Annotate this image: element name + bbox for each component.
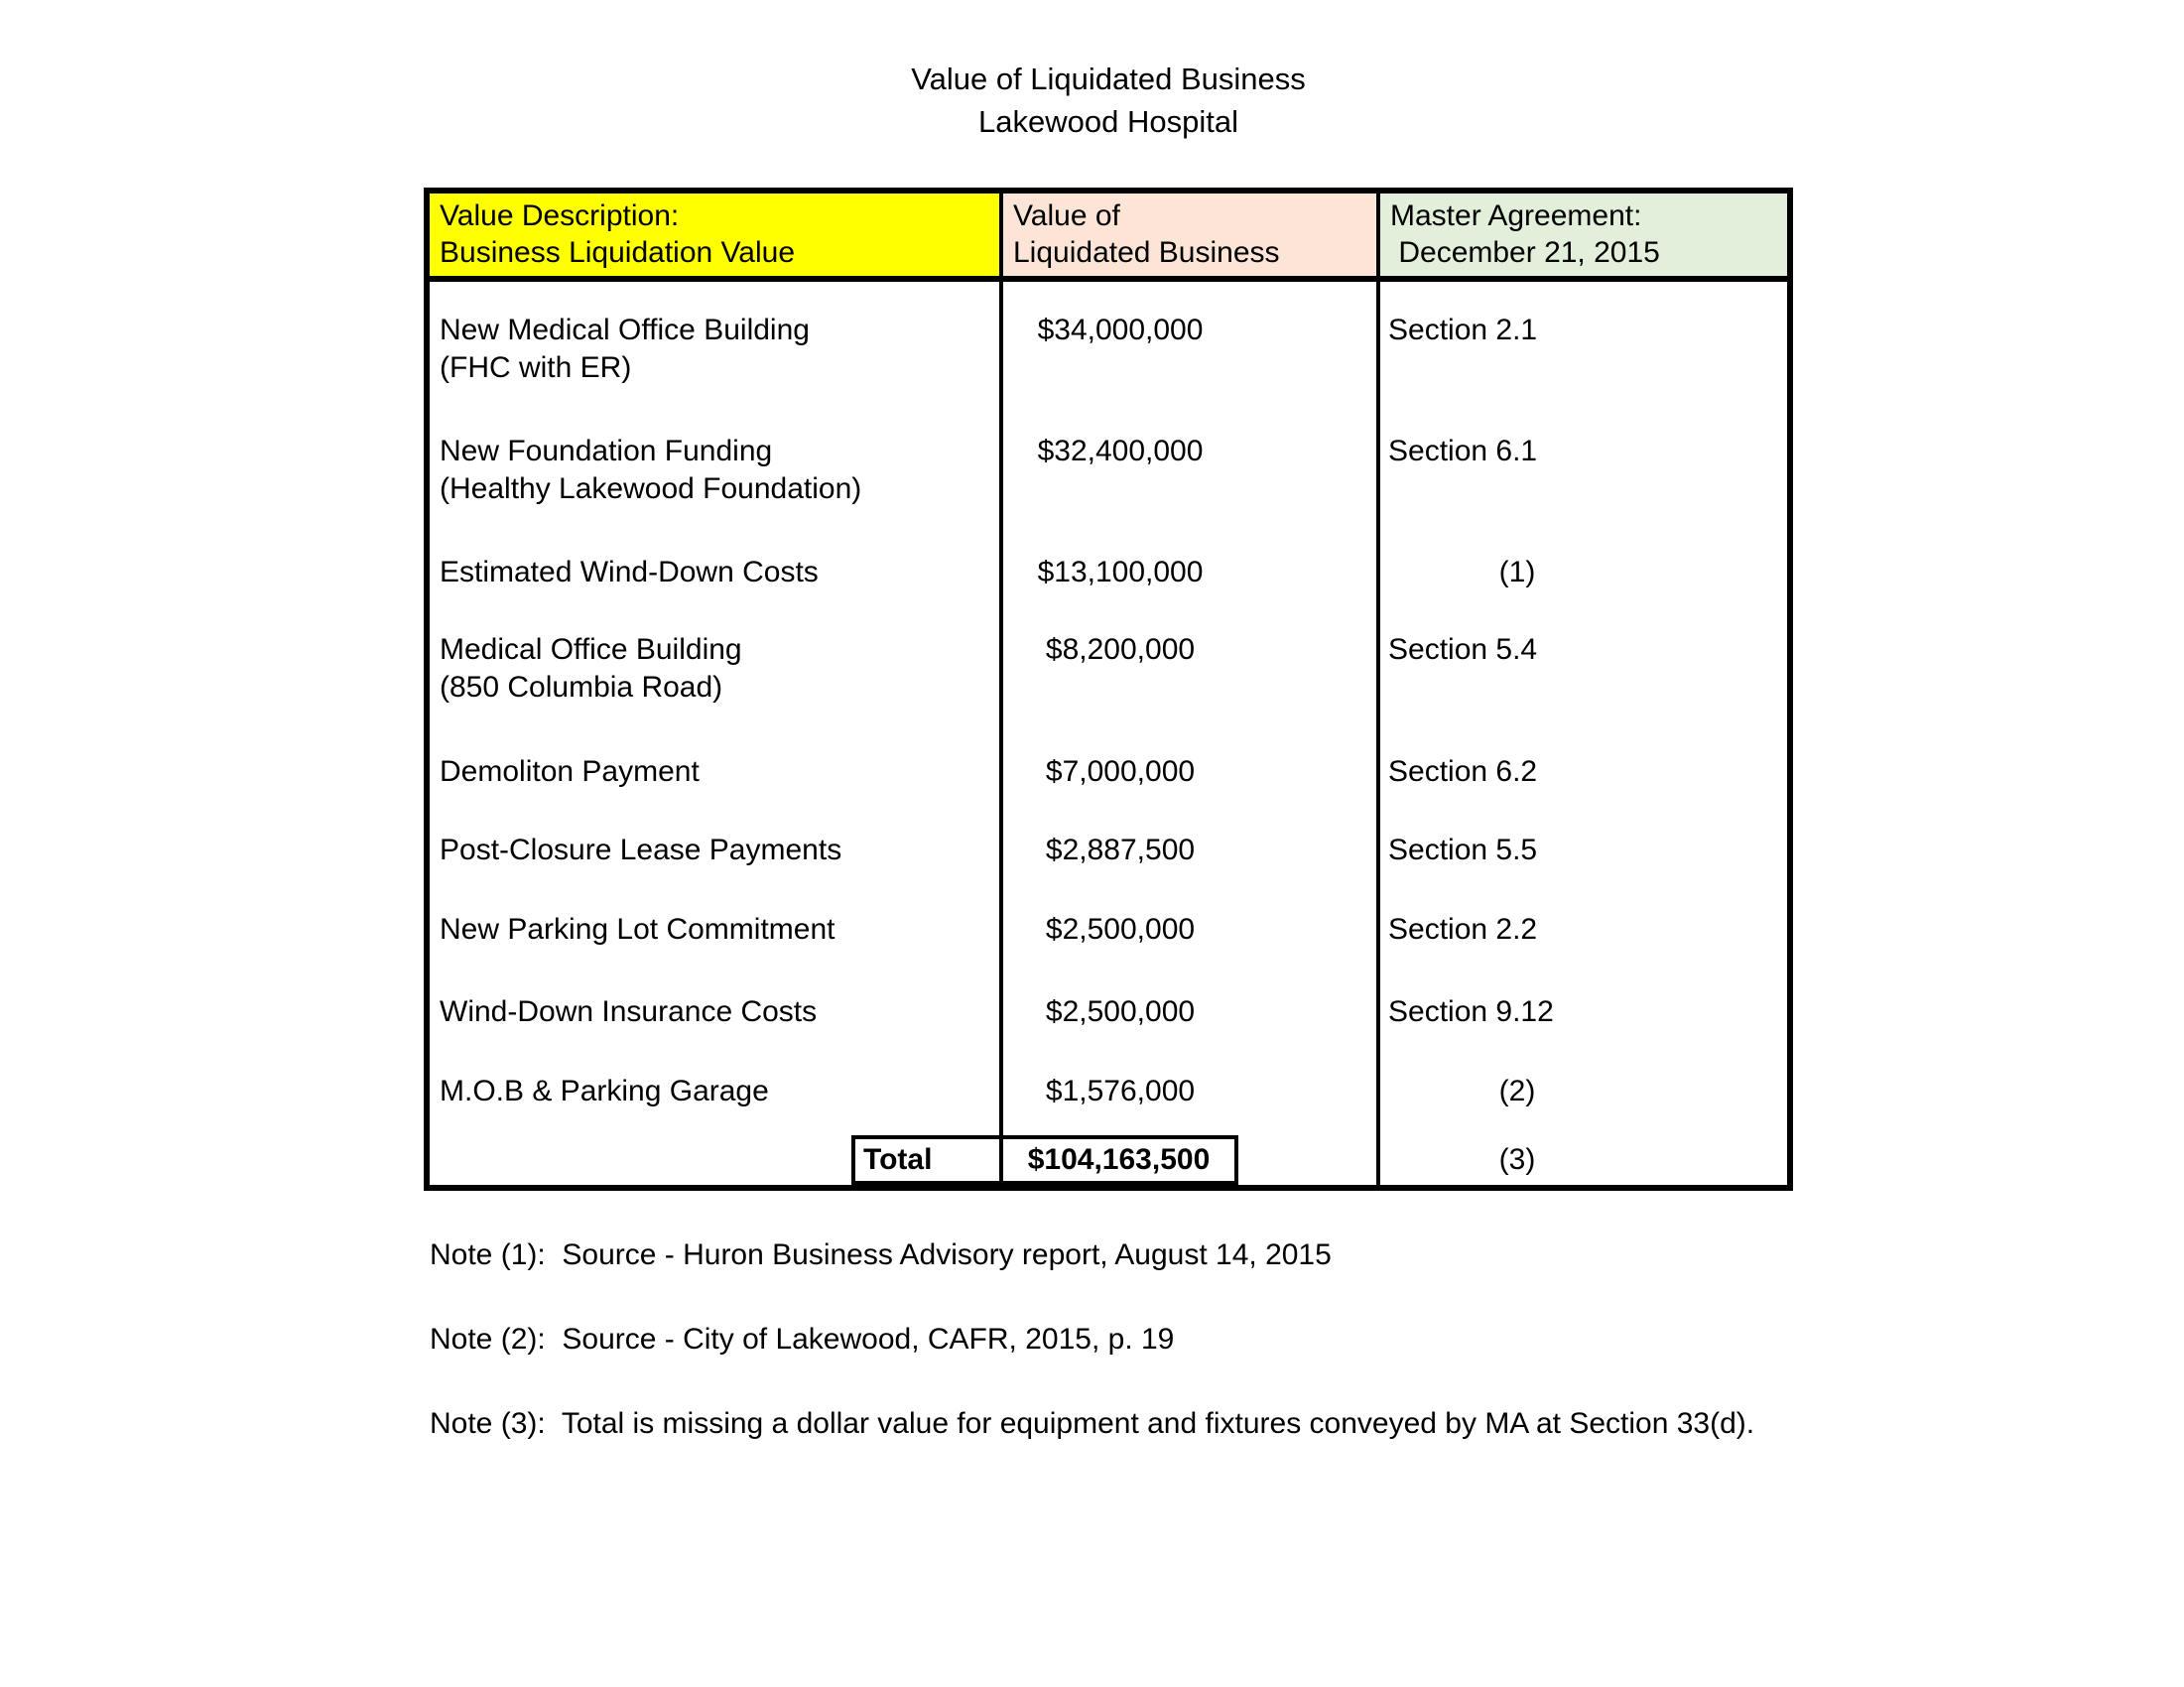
reference-text: (1) <box>1498 556 1536 588</box>
header-agreement-line2: December 21, 2015 <box>1390 236 1660 269</box>
total-value-box <box>999 1135 1238 1185</box>
row-value-cell <box>1003 433 1380 508</box>
page-title <box>424 58 1793 143</box>
table-row <box>430 433 1787 508</box>
footnote-3: Note (3): Total is missing a dollar value for equipment and fixtures conveyed by MA at Section 33(d). <box>430 1407 1755 1440</box>
reference-text: Section 9.12 <box>1388 995 1554 1028</box>
table-row <box>430 631 1787 707</box>
reference-text: Section 5.4 <box>1388 633 1538 666</box>
table-row <box>430 312 1787 387</box>
description-line1: Wind-Down Insurance Costs <box>440 995 818 1028</box>
row-description <box>430 911 1003 949</box>
page-title-line2: Lakewood Hospital <box>978 104 1238 139</box>
header-value-description-line1: Value Description: <box>440 199 680 232</box>
reference-text: Section 2.1 <box>1388 314 1538 346</box>
value-text: $34,000,000 <box>1037 314 1204 346</box>
total-label: Total <box>863 1143 933 1176</box>
reference-text: Section 2.2 <box>1388 913 1538 946</box>
row-description <box>430 993 1003 1031</box>
footnote-1: Note (1): Source - Huron Business Advisory report, August 14, 2015 <box>430 1238 1332 1271</box>
value-text: $32,400,000 <box>1037 435 1204 467</box>
row-reference-cell <box>1380 832 1787 869</box>
row-reference-cell <box>1380 433 1787 508</box>
description-line1: Medical Office Building <box>440 633 742 666</box>
liquidation-value-table <box>424 188 1793 1191</box>
row-reference-cell <box>1380 554 1787 591</box>
row-value-cell <box>1003 312 1380 387</box>
table-row <box>430 911 1787 949</box>
value-text: $2,887,500 <box>1045 834 1196 866</box>
total-value: $104,163,500 <box>1027 1143 1211 1176</box>
header-value-col-line1: Value of <box>1013 199 1120 232</box>
description-line2: (Healthy Lakewood Foundation) <box>440 472 862 505</box>
row-value-cell <box>1003 1073 1380 1110</box>
header-value-description <box>430 194 1003 276</box>
row-reference-cell <box>1380 911 1787 949</box>
table-row <box>430 554 1787 591</box>
table-row <box>430 832 1787 869</box>
row-description <box>430 433 1003 508</box>
column-divider-1 <box>999 282 1003 1185</box>
table-header-row <box>430 194 1787 282</box>
row-description <box>430 554 1003 591</box>
column-divider-2 <box>1376 282 1380 1185</box>
description-line1: New Parking Lot Commitment <box>440 913 835 946</box>
total-reference: (3) <box>1498 1143 1536 1176</box>
value-text: $8,200,000 <box>1045 633 1196 666</box>
row-value-cell <box>1003 911 1380 949</box>
row-description <box>430 753 1003 791</box>
row-description <box>430 832 1003 869</box>
description-line2: (850 Columbia Road) <box>440 671 723 704</box>
reference-text: Section 6.2 <box>1388 755 1538 788</box>
table-row <box>430 993 1787 1031</box>
description-line2: (FHC with ER) <box>440 351 632 384</box>
row-description <box>430 312 1003 387</box>
footnote-2: Note (2): Source - City of Lakewood, CAFR, 2015, p. 19 <box>430 1323 1175 1356</box>
description-line1: Estimated Wind-Down Costs <box>440 556 819 588</box>
description-line1: New Medical Office Building <box>440 314 810 346</box>
header-value-description-line2: Business Liquidation Value <box>440 236 796 269</box>
row-description <box>430 631 1003 707</box>
row-value-cell <box>1003 832 1380 869</box>
row-reference-cell <box>1380 1073 1787 1110</box>
row-reference-cell <box>1380 993 1787 1031</box>
description-line1: M.O.B & Parking Garage <box>440 1075 769 1107</box>
description-line1: Demoliton Payment <box>440 755 700 788</box>
row-reference-cell <box>1380 753 1787 791</box>
value-text: $2,500,000 <box>1045 913 1196 946</box>
reference-text: Section 6.1 <box>1388 435 1538 467</box>
row-value-cell <box>1003 753 1380 791</box>
row-reference-cell <box>1380 312 1787 387</box>
value-text: $2,500,000 <box>1045 995 1196 1028</box>
header-agreement-line1: Master Agreement: <box>1390 199 1642 232</box>
value-text: $7,000,000 <box>1045 755 1196 788</box>
reference-text: Section 5.5 <box>1388 834 1538 866</box>
row-value-cell <box>1003 554 1380 591</box>
reference-text: (2) <box>1498 1075 1536 1107</box>
row-reference-cell <box>1380 631 1787 707</box>
table-row <box>430 1073 1787 1110</box>
header-master-agreement <box>1380 194 1787 276</box>
table-row <box>430 753 1787 791</box>
value-text: $13,100,000 <box>1037 556 1204 588</box>
page-title-line1: Value of Liquidated Business <box>911 62 1306 96</box>
total-label-box <box>851 1135 1003 1185</box>
description-line1: Post-Closure Lease Payments <box>440 834 842 866</box>
description-line1: New Foundation Funding <box>440 435 773 467</box>
header-value-col-line2: Liquidated Business <box>1013 236 1280 269</box>
row-value-cell <box>1003 993 1380 1031</box>
row-description <box>430 1073 1003 1110</box>
header-value-of-liquidated-business <box>1003 194 1380 276</box>
row-value-cell <box>1003 631 1380 707</box>
value-text: $1,576,000 <box>1045 1075 1196 1107</box>
table-body <box>430 282 1787 1185</box>
